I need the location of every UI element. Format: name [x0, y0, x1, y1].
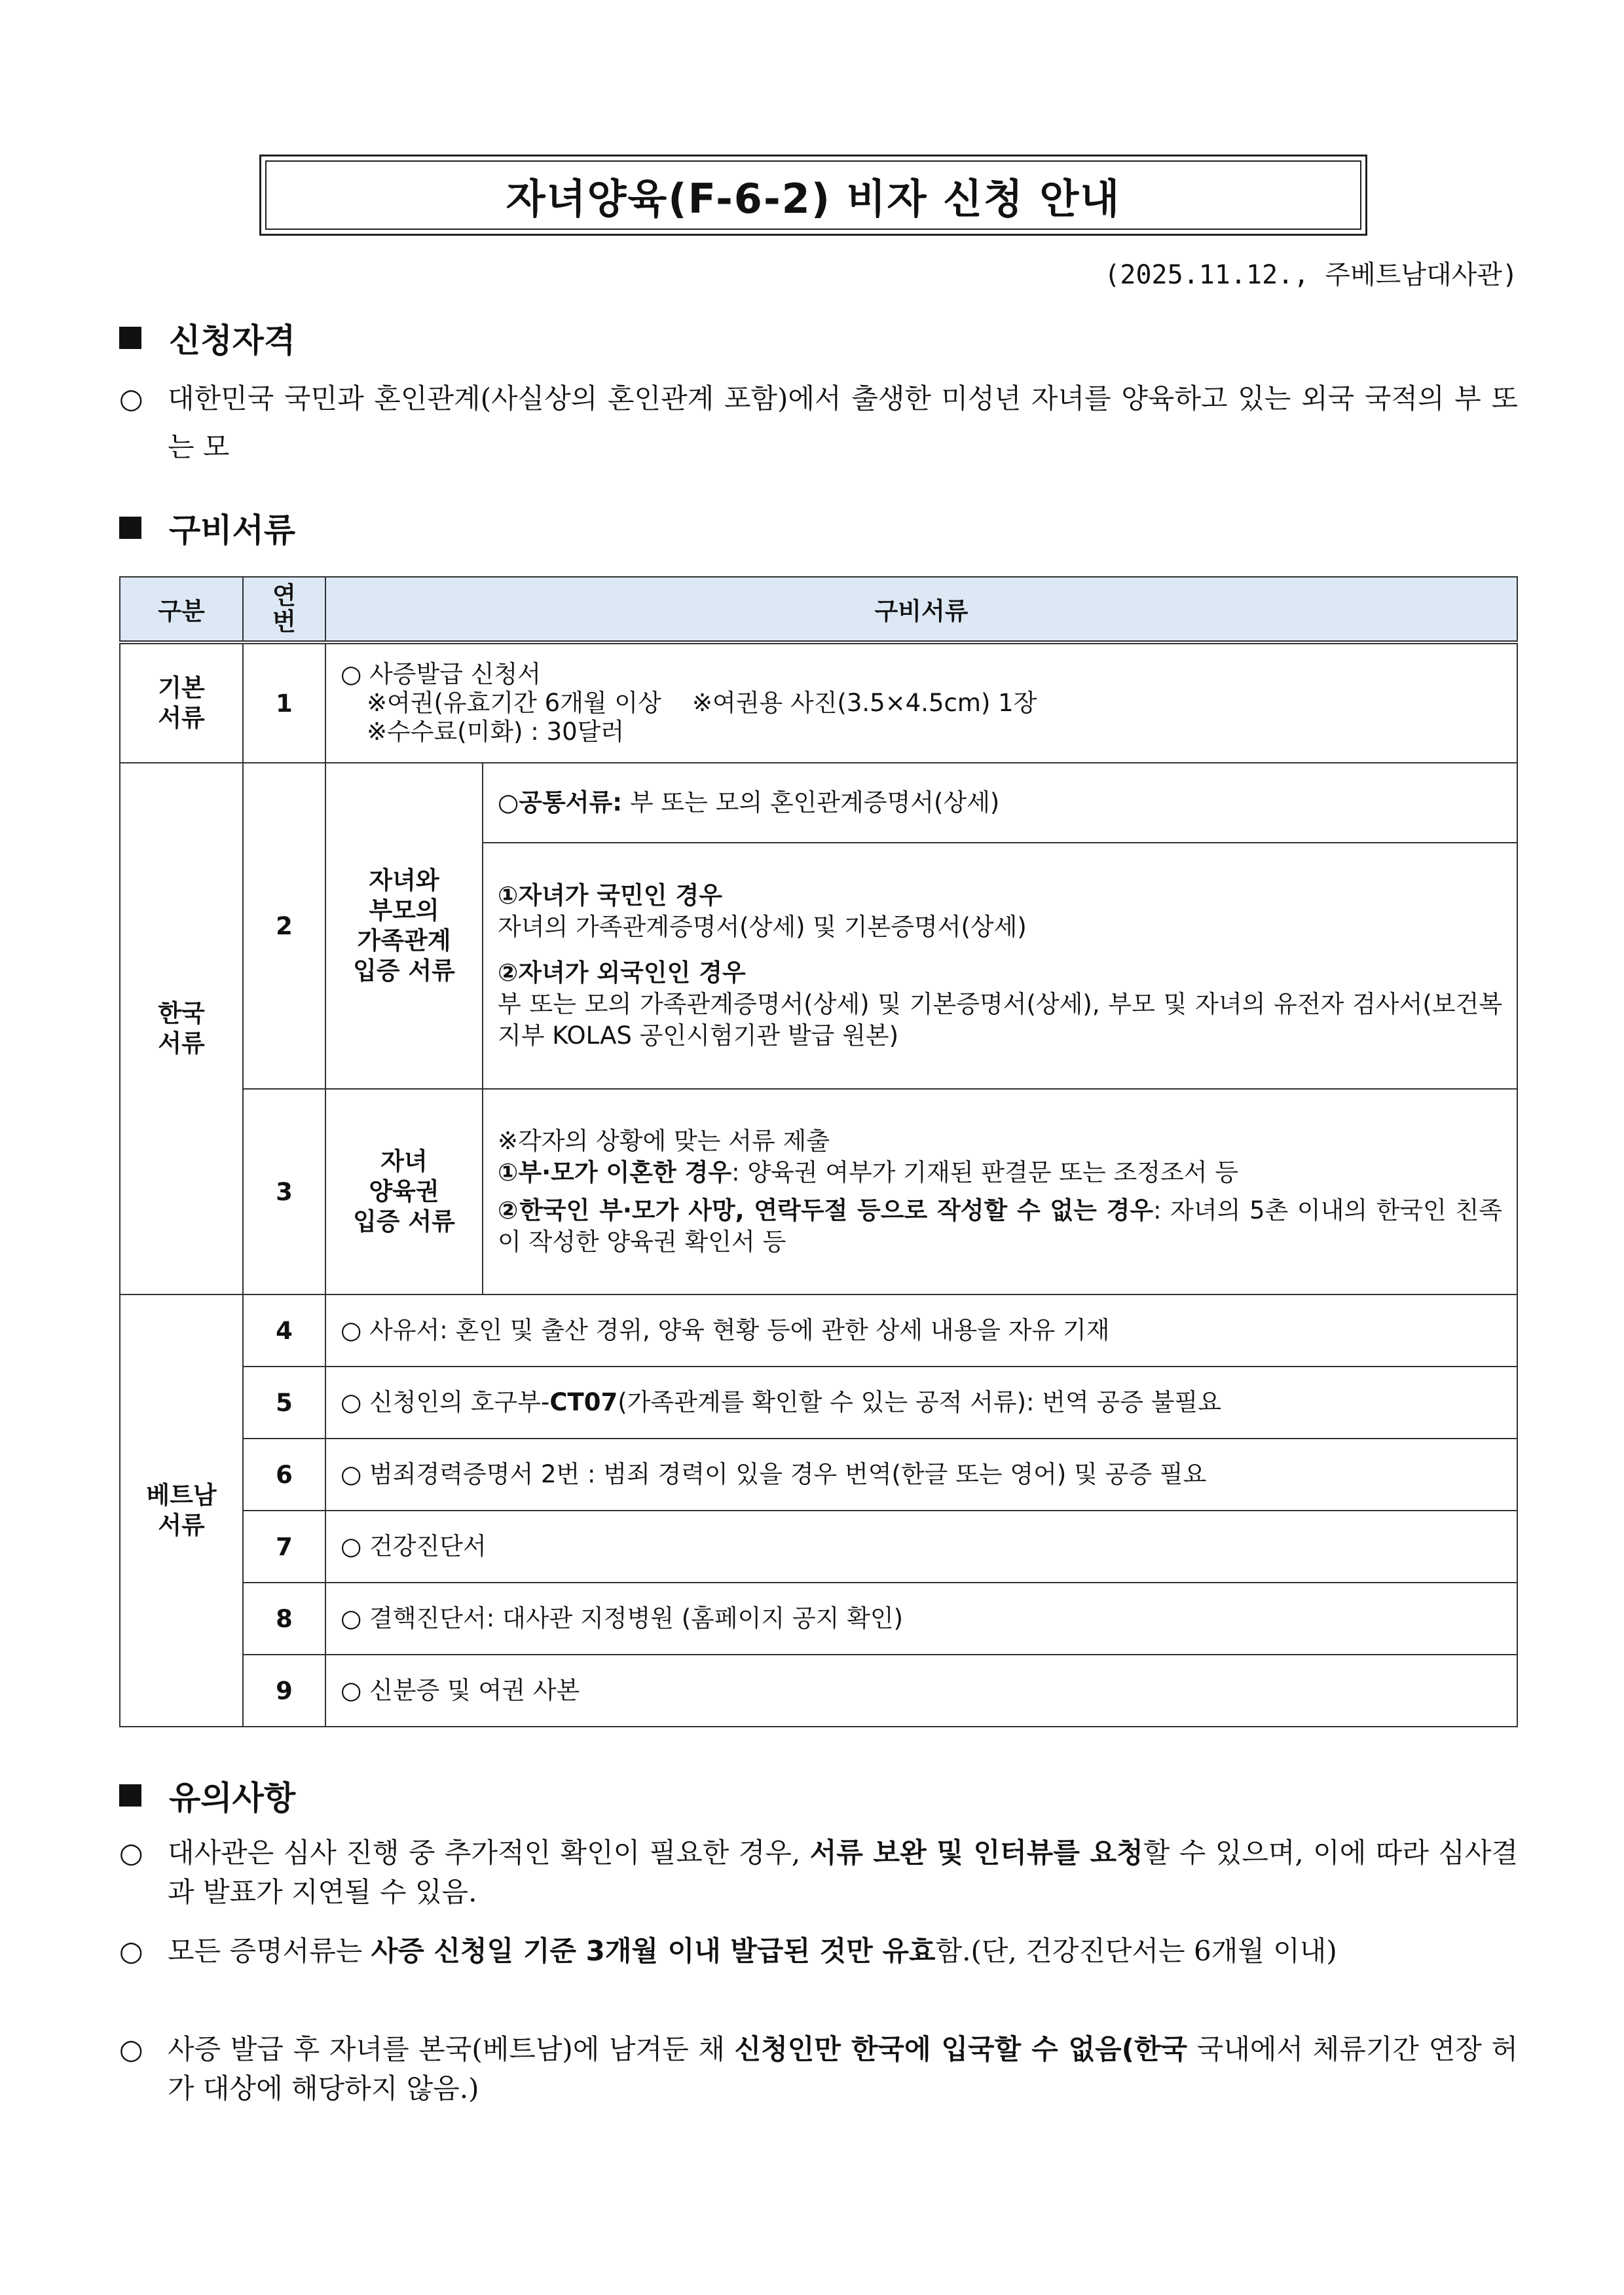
table-row	[120, 1089, 1517, 1294]
table-row	[120, 642, 1517, 763]
case-title: ①부·모가 이혼한 경우	[498, 1158, 732, 1186]
category-basic	[120, 642, 243, 763]
note-emphasis: 서류 보완 및 인터뷰를 요청	[809, 1837, 1143, 1869]
table-header-row	[120, 577, 1517, 642]
note-emphasis: 사증 신청일 기준 3개월 이내 발급된 것만 유효	[371, 1935, 936, 1967]
subcategory-custody	[325, 1089, 483, 1294]
table-row	[120, 1294, 1517, 1367]
category-line: 서류	[158, 1029, 205, 1057]
table-row	[120, 763, 1517, 843]
note-text	[168, 2030, 1518, 2108]
table-row	[120, 1367, 1517, 1439]
subcategory-line: 자녀	[380, 1147, 428, 1175]
header-number	[243, 577, 325, 642]
case-text: 자녀의 가족관계증명서(상세) 및 기본증명서(상세)	[498, 913, 1027, 941]
doc-text: (가족관계를 확인할 수 있는 공적 서류): 번역 공증 불필요	[618, 1388, 1221, 1416]
documents-table	[119, 576, 1518, 1727]
title-box	[259, 155, 1367, 236]
qualification-bullet	[119, 375, 1518, 471]
note-item	[119, 2030, 1518, 2108]
note-emphasis: 신청인만 한국에 입국할 수 없음(한국	[734, 2033, 1188, 2065]
doc-note: ※각자의 상황에 맞는 서류 제출	[498, 1127, 830, 1155]
case-title: ①자녀가 국민인 경우	[498, 881, 723, 909]
table-row	[120, 1511, 1517, 1583]
subcategory-line: 양육권	[369, 1177, 439, 1205]
row-number: 1	[243, 642, 325, 763]
document-cell	[325, 1367, 1517, 1439]
circle-bullet-icon: ○	[119, 382, 143, 414]
table-row	[120, 1439, 1517, 1511]
doc-line: ○ 사증발급 신청서	[341, 660, 542, 688]
issue-date: (2025.11.12., 주베트남대사관)	[1104, 260, 1518, 290]
section-heading-qualification	[119, 314, 295, 361]
category-line: 한국	[158, 999, 205, 1027]
document-cell: ○ 신분증 및 여권 사본	[325, 1655, 1517, 1727]
category-line: 서류	[158, 1511, 205, 1539]
category-line: 기본	[158, 674, 205, 702]
doc-line	[498, 1195, 1502, 1258]
category-line: 베트남	[146, 1481, 217, 1509]
category-vietnam	[120, 1294, 243, 1727]
doc-line: ※여권(유효기간 6개월 이상 ※여권용 사진(3.5×4.5cm) 1장	[367, 689, 1037, 717]
row-number: 7	[243, 1511, 325, 1583]
note-part: 함.(단, 건강진단서는 6개월 이내)	[935, 1935, 1337, 1967]
category-korea	[120, 763, 243, 1294]
heading-text: 구비서류	[169, 511, 296, 549]
document-cell: ○ 범죄경력증명서 2번 : 범죄 경력이 있을 경우 번역(한글 또는 영어) 및 공증 필요	[325, 1439, 1517, 1511]
note-item	[119, 1833, 1518, 1912]
case-title: ②한국인 부·모가 사망, 연락두절 등으로 작성할 수 없는 경우	[498, 1196, 1154, 1224]
subcategory-line: 자녀와	[369, 866, 439, 894]
row-number: 6	[243, 1439, 325, 1511]
note-text	[168, 1932, 1518, 1971]
case-text: 부 또는 모의 가족관계증명서(상세) 및 기본증명서(상세), 부모 및 자녀의 유전자 검사서(보건복지부 KOLAS 공인시험기관 발급 원본)	[498, 990, 1502, 1050]
header-category: 구분	[120, 577, 243, 642]
document-cell: ○ 결핵진단서: 대사관 지정병원 (홈페이지 공지 확인)	[325, 1583, 1517, 1655]
qualification-text: 대한민국 국민과 혼인관계(사실상의 혼인관계 포함)에서 출생한 미성년 자녀를 양육하고 있는 외국 국적의 부 또는 모	[168, 382, 1518, 463]
circle-bullet-icon: ○	[119, 2033, 143, 2065]
note-part: 대사관은 심사 진행 중 추가적인 확인이 필요한 경우,	[168, 1837, 810, 1869]
note-part: 모든 증명서류는	[168, 1935, 371, 1967]
document-cell	[483, 843, 1517, 1089]
document-cell	[483, 763, 1517, 843]
doc-code: CT07	[549, 1388, 618, 1416]
note-part: 국내에서 체류기간 연장 허가 대상에 해당하지 않음.)	[168, 2033, 1518, 2104]
row-number: 8	[243, 1583, 325, 1655]
category-line: 서류	[158, 704, 205, 732]
row-number: 5	[243, 1367, 325, 1439]
heading-text: 신청자격	[169, 321, 296, 359]
subcategory-line: 부모의	[369, 896, 439, 925]
case-text: : 양육권 여부가 기재된 판결문 또는 조정조서 등	[731, 1158, 1238, 1186]
subcategory-line: 입증 서류	[353, 1207, 455, 1236]
note-part: 사증 발급 후 자녀를 본국(베트남)에 남겨둔 채	[168, 2033, 735, 2065]
section-heading-documents	[119, 504, 295, 551]
note-part: 할 수 있으며, 이에 따라 심사결과 발표가 지연될 수 있음.	[168, 1837, 1519, 1908]
doc-line: ※수수료(미화) : 30달러	[367, 718, 625, 746]
doc-text: ○ 신청인의 호구부-	[341, 1388, 550, 1416]
header-number-line2: 번	[272, 608, 296, 636]
note-item	[119, 1932, 1518, 1971]
table-row	[120, 1583, 1517, 1655]
document-cell: ○ 사유서: 혼인 및 출산 경위, 양육 현황 등에 관한 상세 내용을 자유 기재	[325, 1294, 1517, 1367]
case-text: : 자녀의 5촌 이내의 한국인 친족이 작성한 양육권 확인서 등	[498, 1196, 1502, 1256]
spacer	[498, 1188, 1502, 1195]
spacer	[498, 943, 1502, 957]
table-row	[120, 1655, 1517, 1727]
document-cell: ○ 건강진단서	[325, 1511, 1517, 1583]
document-cell	[483, 1089, 1517, 1294]
document-cell	[325, 642, 1517, 763]
circle-bullet-icon: ○	[119, 1837, 143, 1869]
row-number: 3	[243, 1089, 325, 1294]
circle-bullet-icon: ○	[119, 1935, 143, 1967]
subcategory-family	[325, 763, 483, 1089]
row-number: 4	[243, 1294, 325, 1367]
square-bullet-icon	[119, 517, 141, 539]
section-heading-notes	[119, 1772, 295, 1819]
square-bullet-icon	[119, 1784, 141, 1807]
header-documents: 구비서류	[325, 577, 1517, 642]
heading-text: 유의사항	[169, 1779, 296, 1817]
header-number-line1: 연	[272, 581, 296, 610]
case-title: ②자녀가 외국인인 경우	[498, 959, 746, 987]
common-text: 부 또는 모의 혼인관계증명서(상세)	[622, 788, 1000, 817]
row-number: 2	[243, 763, 325, 1089]
row-number: 9	[243, 1655, 325, 1727]
common-label: ○공통서류:	[498, 788, 623, 817]
subcategory-line: 가족관계	[357, 927, 451, 955]
square-bullet-icon	[119, 327, 141, 349]
subcategory-line: 입증 서류	[353, 957, 455, 985]
doc-line	[498, 787, 1502, 818]
doc-line	[498, 1157, 1502, 1188]
page-title: 자녀양육(F-6-2) 비자 신청 안내	[265, 160, 1361, 230]
note-text	[168, 1833, 1518, 1912]
